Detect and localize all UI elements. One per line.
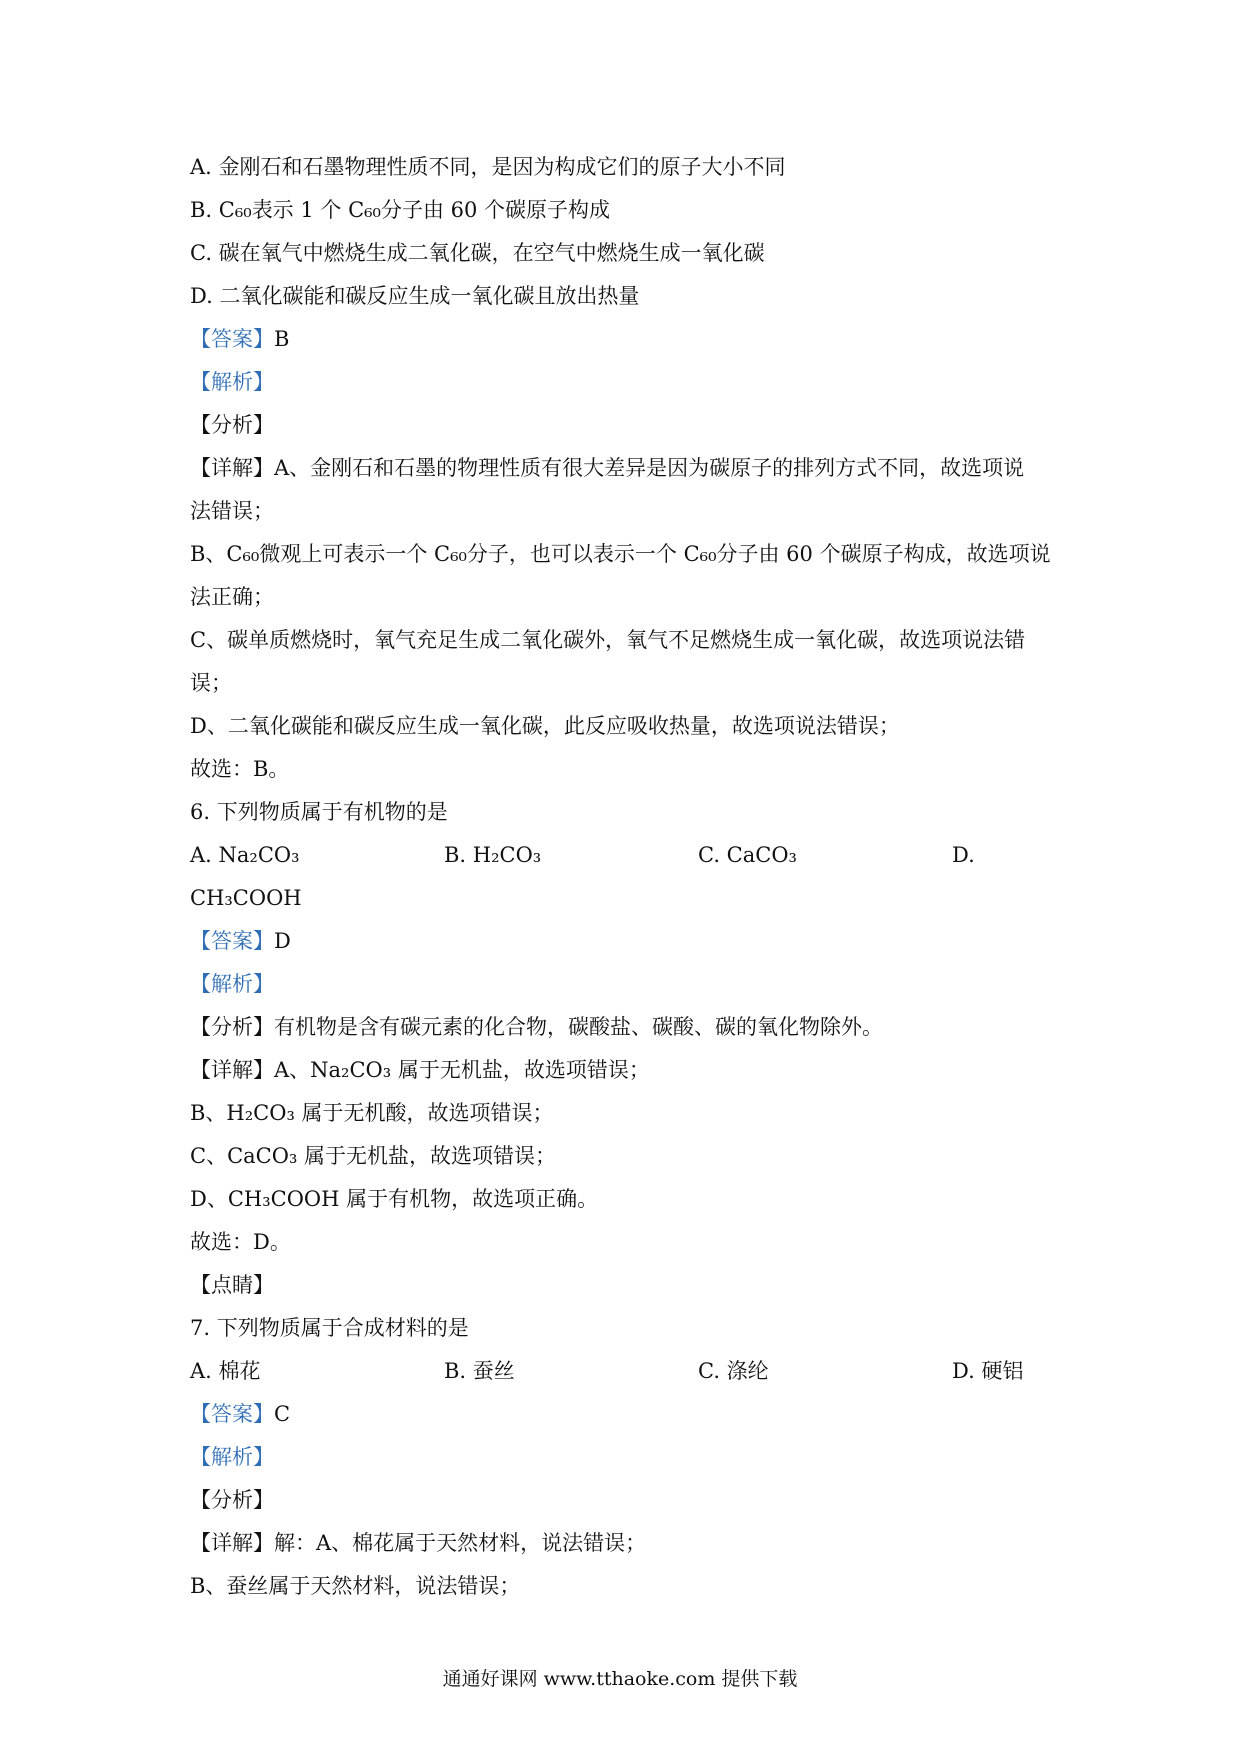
q6-dianjing-tag: 【点睛】 xyxy=(190,1273,274,1297)
q7-detail-line: B、蚕丝属于天然材料，说法错误； xyxy=(190,1574,521,1598)
q5-jiexi-tag: 【解析】 xyxy=(190,370,274,394)
page-footer: 通通好课网 www.tthaoke.com 提供下载 xyxy=(442,1668,798,1690)
q7-answer xyxy=(190,1393,1070,1436)
fenxi-tag: 【分析】 xyxy=(190,1015,274,1039)
q7-fenxi-tag: 【分析】 xyxy=(190,1488,274,1512)
q7-option-a: A. 棉花 xyxy=(190,1359,261,1383)
fenxi-text: 有机物是含有碳元素的化合物，碳酸盐、碳酸、碳的氧化物除外。 xyxy=(274,1015,883,1039)
detail-text: A、金刚石和石墨的物理性质有很大差异是因为碳原子的排列方式不同，故选项说 xyxy=(274,456,1025,480)
q7-option-b: B. 蚕丝 xyxy=(444,1359,515,1383)
q5-detail-line: D、二氧化碳能和碳反应生成一氧化碳，此反应吸收热量，故选项说法错误； xyxy=(190,714,900,738)
q6-fenxi xyxy=(190,1006,1070,1049)
q6-detail-line: D、CH₃COOH 属于有机物，故选项正确。 xyxy=(190,1187,599,1211)
document-body xyxy=(190,146,1070,1608)
q5-detail-line: C、碳单质燃烧时，氧气充足生成二氧化碳外，氧气不足燃烧生成一氧化碳，故选项说法错 xyxy=(190,628,1026,652)
q7-options xyxy=(190,1350,1070,1393)
q5-option-d: D. 二氧化碳能和碳反应生成一氧化碳且放出热量 xyxy=(190,284,640,308)
answer-tag: 【答案】 xyxy=(190,1402,274,1426)
answer-value: B xyxy=(274,327,290,351)
q7-jiexi-tag: 【解析】 xyxy=(190,1445,274,1469)
q5-detail-line xyxy=(190,447,1070,490)
detail-text: A、Na₂CO₃ 属于无机盐，故选项错误； xyxy=(274,1058,650,1082)
answer-value: D xyxy=(274,929,291,953)
q5-option-a: A. 金刚石和石墨物理性质不同，是因为构成它们的原子大小不同 xyxy=(190,155,786,179)
detail-text: 解：A、棉花属于天然材料，说法错误； xyxy=(274,1531,647,1555)
q7-stem: 7. 下列物质属于合成材料的是 xyxy=(190,1316,469,1340)
detail-tag: 【详解】 xyxy=(190,1058,274,1082)
answer-tag: 【答案】 xyxy=(190,327,274,351)
q5-detail-line: 故选：B。 xyxy=(190,757,290,781)
q6-detail-line xyxy=(190,1049,1070,1092)
q6-option-b: B. H₂CO₃ xyxy=(444,843,542,867)
q5-detail-line: 误； xyxy=(190,671,232,695)
answer-value: C xyxy=(274,1402,291,1426)
q6-stem: 6. 下列物质属于有机物的是 xyxy=(190,800,448,824)
q6-detail-line: 故选：D。 xyxy=(190,1230,291,1254)
q6-options xyxy=(190,834,1070,877)
q7-option-c: C. 涤纶 xyxy=(698,1359,769,1383)
q5-option-c: C. 碳在氧气中燃烧生成二氧化碳，在空气中燃烧生成一氧化碳 xyxy=(190,241,765,265)
q6-jiexi-tag: 【解析】 xyxy=(190,972,274,996)
q7-detail-line xyxy=(190,1522,1070,1565)
q7-option-d: D. 硬铝 xyxy=(952,1359,1024,1383)
q5-option-b: B. C₆₀表示 1 个 C₆₀分子由 60 个碳原子构成 xyxy=(190,198,611,222)
detail-tag: 【详解】 xyxy=(190,1531,274,1555)
q6-detail-line: B、H₂CO₃ 属于无机酸，故选项错误； xyxy=(190,1101,554,1125)
q5-answer xyxy=(190,318,1070,361)
q5-detail-line: 法错误； xyxy=(190,499,274,523)
q6-option-d: D. xyxy=(952,843,975,867)
q6-answer xyxy=(190,920,1070,963)
detail-tag: 【详解】 xyxy=(190,456,274,480)
q5-fenxi-tag: 【分析】 xyxy=(190,413,274,437)
q6-option-a: A. Na₂CO₃ xyxy=(190,843,300,867)
q5-detail-line: B、C₆₀微观上可表示一个 C₆₀分子，也可以表示一个 C₆₀分子由 60 个碳原子构成，故选项说 xyxy=(190,542,1051,566)
q5-detail-line: 法正确； xyxy=(190,585,274,609)
q6-detail-line: C、CaCO₃ 属于无机盐，故选项错误； xyxy=(190,1144,557,1168)
q6-option-d-cont: CH₃COOH xyxy=(190,886,302,910)
answer-tag: 【答案】 xyxy=(190,929,274,953)
q6-option-c: C. CaCO₃ xyxy=(698,843,797,867)
